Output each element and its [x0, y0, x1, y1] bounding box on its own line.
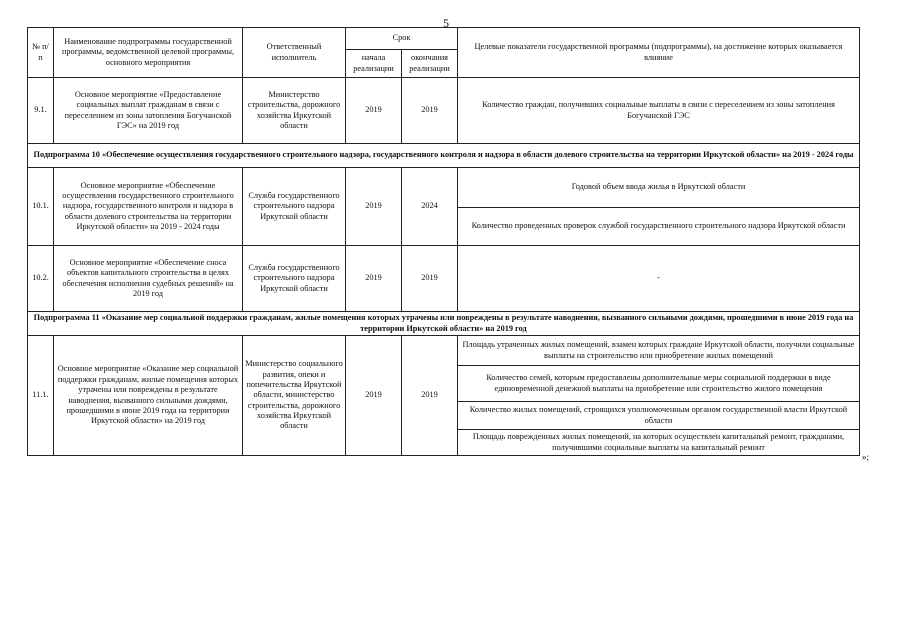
row-indicator: Количество жилых помещений, строящихся уполномоченным органом государственной власти Иркутской области — [458, 402, 860, 430]
header-name: Наименование подпрограммы государственной программы, ведомственной целевой программы, основного мероприятия — [54, 28, 243, 78]
row-name: Основное мероприятие «Обеспечение сноса объектов капитального строительства в целях обеспечения исполнения судебных решений» на 2019 год — [54, 246, 243, 312]
row-name: Основное мероприятие «Обеспечение осуществления государственного строительного надзора, государственного контроля и надзора в области долевого строительства на территории Иркутской области» на 2019 - 2024 годы — [54, 168, 243, 246]
row-indicator: Количество семей, которым предоставлены дополнительные меры социальной поддержки в виде единовременной денежной выплаты на приобретение или строительство жилого помещения — [458, 366, 860, 402]
row-end: 2019 — [402, 78, 458, 144]
row-indicator: Количество проведенных проверок службой государственного строительного надзора Иркутской области — [458, 208, 860, 246]
row-end: 2019 — [402, 336, 458, 456]
page-number: 5 — [443, 16, 449, 30]
row-indicator: Годовой объем ввода жилья в Иркутской области — [458, 168, 860, 208]
row-executor: Министерство социального развития, опеки и попечительства Иркутской области, министерство строительства, дорожного хозяйства Иркутской области — [243, 336, 346, 456]
row-num: 10.2. — [28, 246, 54, 312]
table-row — [28, 246, 860, 312]
table-row — [28, 168, 860, 208]
closing-quote: »; — [862, 452, 870, 462]
row-executor: Служба государственного строительного надзора Иркутской области — [243, 168, 346, 246]
row-executor: Служба государственного строительного надзора Иркутской области — [243, 246, 346, 312]
row-name: Основное мероприятие «Предоставление социальных выплат гражданам в связи с переселением из зоны затопления Богучанской ГЭС» на 2019 год — [54, 78, 243, 144]
row-start: 2019 — [346, 336, 402, 456]
program-table — [27, 27, 860, 456]
row-num: 10.1. — [28, 168, 54, 246]
row-name: Основное мероприятие «Оказание мер социальной поддержки гражданам, жилые помещения которых утрачены или повреждены в результате наводнения, вызванного сильными дождями, прошедшими в июне 2019 года на территории Иркутской области» на 2019 год — [54, 336, 243, 456]
header-start: начала реализации — [346, 50, 402, 78]
row-start: 2019 — [346, 78, 402, 144]
row-num: 11.1. — [28, 336, 54, 456]
row-end: 2019 — [402, 246, 458, 312]
header-end: окончания реализации — [402, 50, 458, 78]
row-executor: Министерство строительства, дорожного хозяйства Иркутской области — [243, 78, 346, 144]
header-executor: Ответственный исполнитель — [243, 28, 346, 78]
header-term: Срок — [346, 28, 458, 50]
row-indicator: Количество граждан, получивших социальные выплаты в связи с переселением из зоны затопления Богучанской ГЭС — [458, 78, 860, 144]
table-row — [28, 336, 860, 366]
section-row — [28, 144, 860, 168]
header-indicators: Целевые показатели государственной программы (подпрограммы), на достижение которых оказывается влияние — [458, 28, 860, 78]
row-end: 2024 — [402, 168, 458, 246]
header-row — [28, 28, 860, 50]
header-num: № п/п — [28, 28, 54, 78]
table-row — [28, 78, 860, 144]
row-num: 9.1. — [28, 78, 54, 144]
section-10-title: Подпрограмма 10 «Обеспечение осуществления государственного строительного надзора, государственного контроля и надзора в области долевого строительства на территории Иркутской области» на 2019 - 2024 годы — [28, 144, 860, 168]
row-indicator: - — [458, 246, 860, 312]
section-11-title: Подпрограмма 11 «Оказание мер социальной поддержки гражданам, жилые помещения которых утрачены или повреждены в результате наводнения, вызванного сильными дождями, прошедшими в июне 2019 года на территории Иркутской области» на 2019 год — [28, 312, 860, 336]
row-indicator: Площадь утраченных жилых помещений, взамен которых граждане Иркутской области, получили социальные выплаты на строительство или приобретение жилых помещений — [458, 336, 860, 366]
section-row — [28, 312, 860, 336]
row-start: 2019 — [346, 168, 402, 246]
row-indicator: Площадь поврежденных жилых помещений, на которых осуществлен капитальный ремонт, гражданами, получившими социальные выплаты на капитальный ремонт — [458, 430, 860, 456]
row-start: 2019 — [346, 246, 402, 312]
